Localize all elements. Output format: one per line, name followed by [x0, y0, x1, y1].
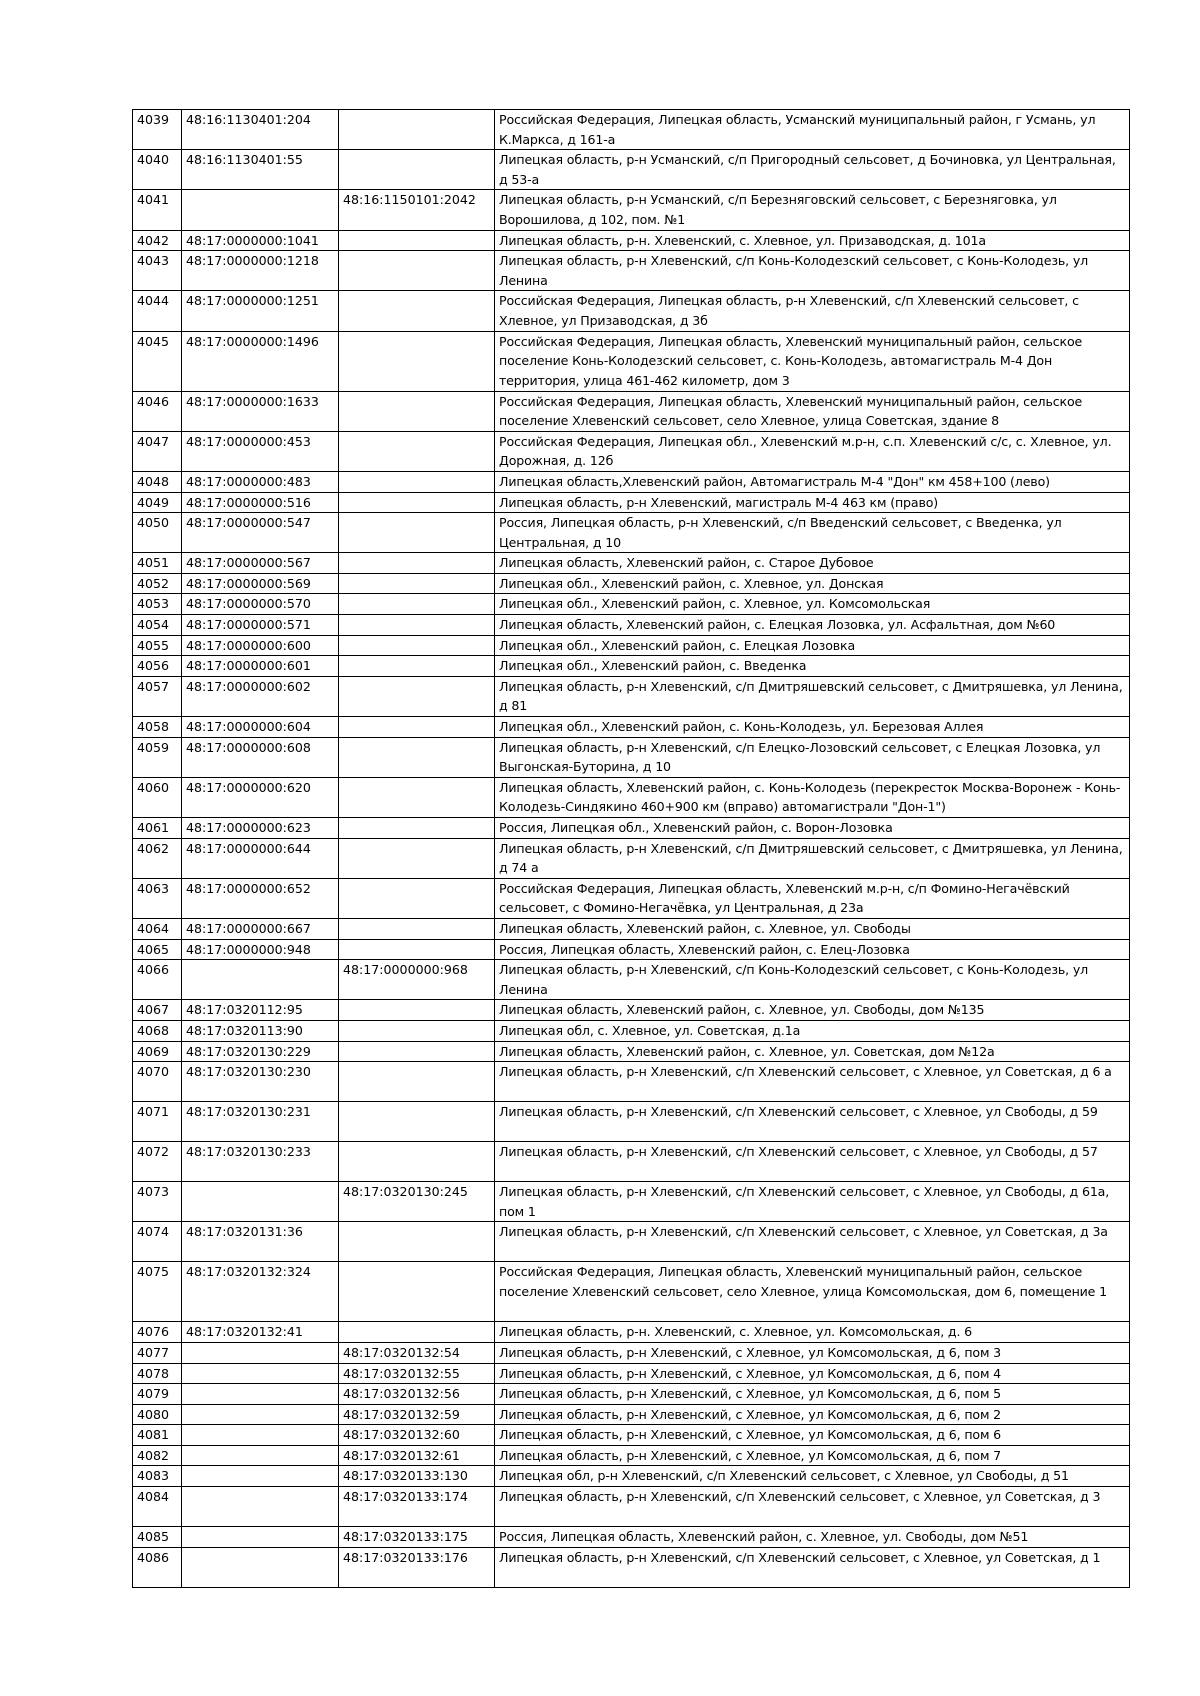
address-cell: Липецкая область, р-н Хлевенский, с Хлевное, ул Комсомольская, д 6, пом 2 [495, 1404, 1130, 1425]
address-cell: Липецкая область, Хлевенский район, с. Хлевное, ул. Свободы, дом №135 [495, 1000, 1130, 1021]
cadastral-number-cell: 48:17:0320132:324 [182, 1262, 339, 1322]
row-number-cell: 4069 [133, 1041, 182, 1062]
object-number-cell [339, 492, 495, 513]
table-row [133, 1222, 1130, 1262]
registry-table-body [133, 110, 1130, 1588]
table-row [133, 777, 1130, 817]
cadastral-number-cell: 48:17:0000000:1633 [182, 391, 339, 431]
table-row [133, 471, 1130, 492]
address-cell: Липецкая область, Хлевенский район, с. Елецкая Лозовка, ул. Асфальтная, дом №60 [495, 615, 1130, 636]
address-cell: Российская Федерация, Липецкая область, р-н Хлевенский, с/п Хлевенский сельсовет, с Хлевное, ул Призаводская, д 3б [495, 291, 1130, 331]
row-number-cell: 4079 [133, 1384, 182, 1405]
row-number-cell: 4058 [133, 717, 182, 738]
table-row [133, 1363, 1130, 1384]
row-number-cell: 4056 [133, 656, 182, 677]
address-cell: Липецкая область, р-н Хлевенский, с/п Хлевенский сельсовет, с Хлевное, ул Советская, д 3а [495, 1222, 1130, 1262]
cadastral-number-cell [182, 1445, 339, 1466]
cadastral-number-cell: 48:17:0000000:567 [182, 553, 339, 574]
table-row [133, 1102, 1130, 1142]
table-row [133, 818, 1130, 839]
address-cell: Липецкая область, р-н Хлевенский, с Хлевное, ул Комсомольская, д 6, пом 5 [495, 1384, 1130, 1405]
object-number-cell [339, 656, 495, 677]
object-number-cell [339, 676, 495, 716]
row-number-cell: 4047 [133, 431, 182, 471]
row-number-cell: 4052 [133, 573, 182, 594]
row-number-cell: 4045 [133, 331, 182, 391]
address-cell: Липецкая область,Хлевенский район, Автомагистраль М-4 "Дон" км 458+100 (лево) [495, 471, 1130, 492]
object-number-cell [339, 878, 495, 918]
address-cell: Российская Федерация, Липецкая область, Хлевенский м.р-н, с/п Фомино-Негачёвский сельсовет, с Фомино-Негачёвка, ул Центральная, д 23а [495, 878, 1130, 918]
object-number-cell [339, 737, 495, 777]
registry-table [132, 109, 1130, 1588]
row-number-cell: 4057 [133, 676, 182, 716]
address-cell: Россия, Липецкая область, Хлевенский район, с. Хлевное, ул. Свободы, дом №51 [495, 1527, 1130, 1548]
table-row [133, 573, 1130, 594]
row-number-cell: 4086 [133, 1547, 182, 1587]
cadastral-number-cell [182, 1547, 339, 1587]
address-cell: Липецкая обл., Хлевенский район, с. Хлевное, ул. Комсомольская [495, 594, 1130, 615]
row-number-cell: 4059 [133, 737, 182, 777]
object-number-cell [339, 918, 495, 939]
table-row [133, 331, 1130, 391]
cadastral-number-cell: 48:17:0000000:623 [182, 818, 339, 839]
cadastral-number-cell [182, 1404, 339, 1425]
cadastral-number-cell: 48:17:0320112:95 [182, 1000, 339, 1021]
object-number-cell [339, 1322, 495, 1343]
row-number-cell: 4049 [133, 492, 182, 513]
cadastral-number-cell: 48:17:0320130:229 [182, 1041, 339, 1062]
table-row [133, 1527, 1130, 1548]
table-row [133, 939, 1130, 960]
table-row [133, 1342, 1130, 1363]
object-number-cell [339, 1000, 495, 1021]
cadastral-number-cell: 48:17:0000000:570 [182, 594, 339, 615]
object-number-cell: 48:17:0320133:130 [339, 1466, 495, 1487]
row-number-cell: 4085 [133, 1527, 182, 1548]
row-number-cell: 4054 [133, 615, 182, 636]
table-row [133, 1404, 1130, 1425]
object-number-cell [339, 230, 495, 251]
object-number-cell [339, 513, 495, 553]
object-number-cell [339, 573, 495, 594]
row-number-cell: 4042 [133, 230, 182, 251]
table-row [133, 150, 1130, 190]
table-row [133, 1384, 1130, 1405]
cadastral-number-cell: 48:17:0000000:600 [182, 635, 339, 656]
address-cell: Российская Федерация, Липецкая область, Хлевенский муниципальный район, сельское поселение Хлевенский сельсовет, село Хлевное, улица Комсомольская, дом 6, помещение 1 [495, 1262, 1130, 1322]
table-row [133, 1182, 1130, 1222]
row-number-cell: 4066 [133, 960, 182, 1000]
object-number-cell [339, 1041, 495, 1062]
address-cell: Липецкая область, р-н Хлевенский, с Хлевное, ул Комсомольская, д 6, пом 7 [495, 1445, 1130, 1466]
row-number-cell: 4081 [133, 1425, 182, 1446]
table-row [133, 1000, 1130, 1021]
table-row [133, 656, 1130, 677]
row-number-cell: 4067 [133, 1000, 182, 1021]
address-cell: Липецкая область, Хлевенский район, с. Хлевное, ул. Свободы [495, 918, 1130, 939]
table-row [133, 1487, 1130, 1527]
table-row [133, 190, 1130, 230]
object-number-cell: 48:17:0320132:54 [339, 1342, 495, 1363]
cadastral-number-cell [182, 1363, 339, 1384]
table-row [133, 878, 1130, 918]
cadastral-number-cell: 48:16:1130401:55 [182, 150, 339, 190]
address-cell: Российская Федерация, Липецкая обл., Хлевенский м.р-н, с.п. Хлевенский с/с, с. Хлевное, ул. Дорожная, д. 12б [495, 431, 1130, 471]
table-row [133, 615, 1130, 636]
table-row [133, 918, 1130, 939]
table-row [133, 1445, 1130, 1466]
address-cell: Липецкая область, р-н. Хлевенский, с. Хлевное, ул. Призаводская, д. 101а [495, 230, 1130, 251]
cadastral-number-cell: 48:17:0000000:1496 [182, 331, 339, 391]
row-number-cell: 4039 [133, 110, 182, 150]
cadastral-number-cell: 48:17:0000000:1218 [182, 251, 339, 291]
cadastral-number-cell: 48:17:0320113:90 [182, 1020, 339, 1041]
object-number-cell: 48:17:0320132:59 [339, 1404, 495, 1425]
address-cell: Российская Федерация, Липецкая область, Усманский муниципальный район, г Усмань, ул К.Маркса, д 161-а [495, 110, 1130, 150]
table-row [133, 1322, 1130, 1343]
table-row [133, 391, 1130, 431]
address-cell: Липецкая область, Хлевенский район, с. Конь-Колодезь (перекресток Москва-Воронеж - Конь-Колодезь-Синдякино 460+900 км (вправо) автомагистрали "Дон-1") [495, 777, 1130, 817]
cadastral-number-cell: 48:17:0320130:233 [182, 1142, 339, 1182]
row-number-cell: 4065 [133, 939, 182, 960]
row-number-cell: 4071 [133, 1102, 182, 1142]
table-row [133, 1466, 1130, 1487]
object-number-cell: 48:16:1150101:2042 [339, 190, 495, 230]
row-number-cell: 4055 [133, 635, 182, 656]
cadastral-number-cell [182, 1527, 339, 1548]
row-number-cell: 4043 [133, 251, 182, 291]
address-cell: Россия, Липецкая область, Хлевенский район, с. Елец-Лозовка [495, 939, 1130, 960]
address-cell: Липецкая область, р-н Хлевенский, с/п Конь-Колодезский сельсовет, с Конь-Колодезь, ул Ленина [495, 960, 1130, 1000]
row-number-cell: 4078 [133, 1363, 182, 1384]
table-row [133, 1262, 1130, 1322]
table-row [133, 838, 1130, 878]
object-number-cell [339, 391, 495, 431]
table-row [133, 717, 1130, 738]
cadastral-number-cell: 48:17:0000000:608 [182, 737, 339, 777]
row-number-cell: 4084 [133, 1487, 182, 1527]
row-number-cell: 4073 [133, 1182, 182, 1222]
address-cell: Российская Федерация, Липецкая область, Хлевенский муниципальный район, сельское поселение Хлевенский сельсовет, село Хлевное, улица Советская, здание 8 [495, 391, 1130, 431]
address-cell: Липецкая обл, с. Хлевное, ул. Советская, д.1а [495, 1020, 1130, 1041]
object-number-cell [339, 838, 495, 878]
object-number-cell [339, 150, 495, 190]
cadastral-number-cell: 48:17:0000000:1251 [182, 291, 339, 331]
cadastral-number-cell: 48:17:0000000:516 [182, 492, 339, 513]
row-number-cell: 4070 [133, 1062, 182, 1102]
address-cell: Липецкая область, р-н Хлевенский, с/п Хлевенский сельсовет, с Хлевное, ул Советская, д 3 [495, 1487, 1130, 1527]
row-number-cell: 4048 [133, 471, 182, 492]
table-row [133, 1547, 1130, 1587]
object-number-cell [339, 431, 495, 471]
cadastral-number-cell: 48:17:0320130:230 [182, 1062, 339, 1102]
cadastral-number-cell: 48:17:0000000:601 [182, 656, 339, 677]
object-number-cell [339, 635, 495, 656]
object-number-cell [339, 939, 495, 960]
object-number-cell: 48:17:0000000:968 [339, 960, 495, 1000]
address-cell: Липецкая область, р-н Хлевенский, с/п Хлевенский сельсовет, с Хлевное, ул Свободы, д 59 [495, 1102, 1130, 1142]
row-number-cell: 4044 [133, 291, 182, 331]
row-number-cell: 4075 [133, 1262, 182, 1322]
cadastral-number-cell: 48:17:0000000:667 [182, 918, 339, 939]
object-number-cell [339, 110, 495, 150]
address-cell: Липецкая область, р-н Хлевенский, с Хлевное, ул Комсомольская, д 6, пом 4 [495, 1363, 1130, 1384]
address-cell: Липецкая область, р-н Хлевенский, с/п Конь-Колодезский сельсовет, с Конь-Колодезь, ул Ленина [495, 251, 1130, 291]
row-number-cell: 4060 [133, 777, 182, 817]
address-cell: Липецкая область, р-н Усманский, с/п Пригородный сельсовет, д Бочиновка, ул Центральная, д 53-а [495, 150, 1130, 190]
object-number-cell [339, 615, 495, 636]
object-number-cell: 48:17:0320132:61 [339, 1445, 495, 1466]
row-number-cell: 4076 [133, 1322, 182, 1343]
table-row [133, 230, 1130, 251]
address-cell: Липецкая обл., Хлевенский район, с. Елецкая Лозовка [495, 635, 1130, 656]
cadastral-number-cell: 48:17:0320132:41 [182, 1322, 339, 1343]
object-number-cell: 48:17:0320130:245 [339, 1182, 495, 1222]
object-number-cell: 48:17:0320133:176 [339, 1547, 495, 1587]
object-number-cell [339, 1262, 495, 1322]
row-number-cell: 4053 [133, 594, 182, 615]
address-cell: Липецкая область, р-н Хлевенский, с/п Хлевенский сельсовет, с Хлевное, ул Советская, д 6 а [495, 1062, 1130, 1102]
object-number-cell: 48:17:0320132:56 [339, 1384, 495, 1405]
cadastral-number-cell: 48:17:0320131:36 [182, 1222, 339, 1262]
row-number-cell: 4072 [133, 1142, 182, 1182]
address-cell: Липецкая область, р-н Хлевенский, с/п Дмитряшевский сельсовет, с Дмитряшевка, ул Ленина, д 74 а [495, 838, 1130, 878]
table-row [133, 676, 1130, 716]
object-number-cell [339, 291, 495, 331]
cadastral-number-cell [182, 190, 339, 230]
table-row [133, 110, 1130, 150]
row-number-cell: 4050 [133, 513, 182, 553]
row-number-cell: 4051 [133, 553, 182, 574]
table-row [133, 1062, 1130, 1102]
object-number-cell [339, 553, 495, 574]
table-row [133, 1020, 1130, 1041]
object-number-cell: 48:17:0320132:60 [339, 1425, 495, 1446]
object-number-cell: 48:17:0320133:175 [339, 1527, 495, 1548]
object-number-cell [339, 1062, 495, 1102]
cadastral-number-cell [182, 960, 339, 1000]
object-number-cell [339, 1102, 495, 1142]
cadastral-number-cell [182, 1342, 339, 1363]
cadastral-number-cell: 48:17:0000000:602 [182, 676, 339, 716]
object-number-cell [339, 331, 495, 391]
row-number-cell: 4080 [133, 1404, 182, 1425]
row-number-cell: 4074 [133, 1222, 182, 1262]
cadastral-number-cell: 48:17:0000000:483 [182, 471, 339, 492]
row-number-cell: 4062 [133, 838, 182, 878]
object-number-cell [339, 1222, 495, 1262]
cadastral-number-cell [182, 1182, 339, 1222]
row-number-cell: 4068 [133, 1020, 182, 1041]
table-row [133, 513, 1130, 553]
cadastral-number-cell [182, 1487, 339, 1527]
row-number-cell: 4041 [133, 190, 182, 230]
table-row [133, 960, 1130, 1000]
cadastral-number-cell: 48:17:0000000:604 [182, 717, 339, 738]
address-cell: Липецкая область, р-н Хлевенский, магистраль М-4 463 км (право) [495, 492, 1130, 513]
cadastral-number-cell: 48:17:0000000:620 [182, 777, 339, 817]
address-cell: Липецкая обл., Хлевенский район, с. Конь-Колодезь, ул. Березовая Аллея [495, 717, 1130, 738]
address-cell: Россия, Липецкая обл., Хлевенский район, с. Ворон-Лозовка [495, 818, 1130, 839]
object-number-cell [339, 594, 495, 615]
table-row [133, 251, 1130, 291]
address-cell: Липецкая область, р-н Хлевенский, с/п Хлевенский сельсовет, с Хлевное, ул Советская, д 1 [495, 1547, 1130, 1587]
cadastral-number-cell [182, 1466, 339, 1487]
row-number-cell: 4063 [133, 878, 182, 918]
address-cell: Липецкая область, р-н Хлевенский, с Хлевное, ул Комсомольская, д 6, пом 3 [495, 1342, 1130, 1363]
object-number-cell [339, 777, 495, 817]
cadastral-number-cell: 48:17:0000000:652 [182, 878, 339, 918]
address-cell: Липецкая область, р-н Хлевенский, с/п Хлевенский сельсовет, с Хлевное, ул Свободы, д 61а, пом 1 [495, 1182, 1130, 1222]
cadastral-number-cell [182, 1384, 339, 1405]
address-cell: Липецкая область, р-н. Хлевенский, с. Хлевное, ул. Комсомольская, д. 6 [495, 1322, 1130, 1343]
table-row [133, 431, 1130, 471]
object-number-cell [339, 1020, 495, 1041]
address-cell: Липецкая область, р-н Хлевенский, с/п Хлевенский сельсовет, с Хлевное, ул Свободы, д 57 [495, 1142, 1130, 1182]
table-row [133, 635, 1130, 656]
cadastral-number-cell: 48:17:0320130:231 [182, 1102, 339, 1142]
table-row [133, 492, 1130, 513]
address-cell: Липецкая область, р-н Хлевенский, с/п Елецко-Лозовский сельсовет, с Елецкая Лозовка, ул Выгонская-Буторина, д 10 [495, 737, 1130, 777]
address-cell: Липецкая обл., Хлевенский район, с. Введенка [495, 656, 1130, 677]
object-number-cell [339, 818, 495, 839]
address-cell: Российская Федерация, Липецкая область, Хлевенский муниципальный район, сельское поселение Конь-Колодезский сельсовет, с. Конь-Колодезь, автомагистраль М-4 Дон территория, улица 461-462 километр, дом 3 [495, 331, 1130, 391]
object-number-cell [339, 471, 495, 492]
cadastral-number-cell: 48:17:0000000:547 [182, 513, 339, 553]
object-number-cell: 48:17:0320132:55 [339, 1363, 495, 1384]
object-number-cell: 48:17:0320133:174 [339, 1487, 495, 1527]
address-cell: Россия, Липецкая область, р-н Хлевенский, с/п Введенский сельсовет, с Введенка, ул Центральная, д 10 [495, 513, 1130, 553]
table-row [133, 291, 1130, 331]
table-row [133, 1142, 1130, 1182]
cadastral-number-cell: 48:17:0000000:571 [182, 615, 339, 636]
row-number-cell: 4040 [133, 150, 182, 190]
row-number-cell: 4046 [133, 391, 182, 431]
object-number-cell [339, 1142, 495, 1182]
address-cell: Липецкая обл, р-н Хлевенский, с/п Хлевенский сельсовет, с Хлевное, ул Свободы, д 51 [495, 1466, 1130, 1487]
cadastral-number-cell: 48:16:1130401:204 [182, 110, 339, 150]
address-cell: Липецкая область, р-н Хлевенский, с/п Дмитряшевский сельсовет, с Дмитряшевка, ул Ленина, д 81 [495, 676, 1130, 716]
cadastral-number-cell: 48:17:0000000:948 [182, 939, 339, 960]
cadastral-number-cell [182, 1425, 339, 1446]
table-row [133, 1425, 1130, 1446]
cadastral-number-cell: 48:17:0000000:453 [182, 431, 339, 471]
address-cell: Липецкая обл., Хлевенский район, с. Хлевное, ул. Донская [495, 573, 1130, 594]
object-number-cell [339, 251, 495, 291]
table-row [133, 594, 1130, 615]
row-number-cell: 4083 [133, 1466, 182, 1487]
row-number-cell: 4077 [133, 1342, 182, 1363]
row-number-cell: 4082 [133, 1445, 182, 1466]
cadastral-number-cell: 48:17:0000000:644 [182, 838, 339, 878]
cadastral-number-cell: 48:17:0000000:569 [182, 573, 339, 594]
table-row [133, 553, 1130, 574]
table-row [133, 737, 1130, 777]
address-cell: Липецкая область, Хлевенский район, с. Старое Дубовое [495, 553, 1130, 574]
cadastral-number-cell: 48:17:0000000:1041 [182, 230, 339, 251]
address-cell: Липецкая область, р-н Усманский, с/п Березняговский сельсовет, с Березняговка, ул Ворошилова, д 102, пом. №1 [495, 190, 1130, 230]
table-row [133, 1041, 1130, 1062]
address-cell: Липецкая область, р-н Хлевенский, с Хлевное, ул Комсомольская, д 6, пом 6 [495, 1425, 1130, 1446]
object-number-cell [339, 717, 495, 738]
row-number-cell: 4064 [133, 918, 182, 939]
row-number-cell: 4061 [133, 818, 182, 839]
address-cell: Липецкая область, Хлевенский район, с. Хлевное, ул. Советская, дом №12а [495, 1041, 1130, 1062]
